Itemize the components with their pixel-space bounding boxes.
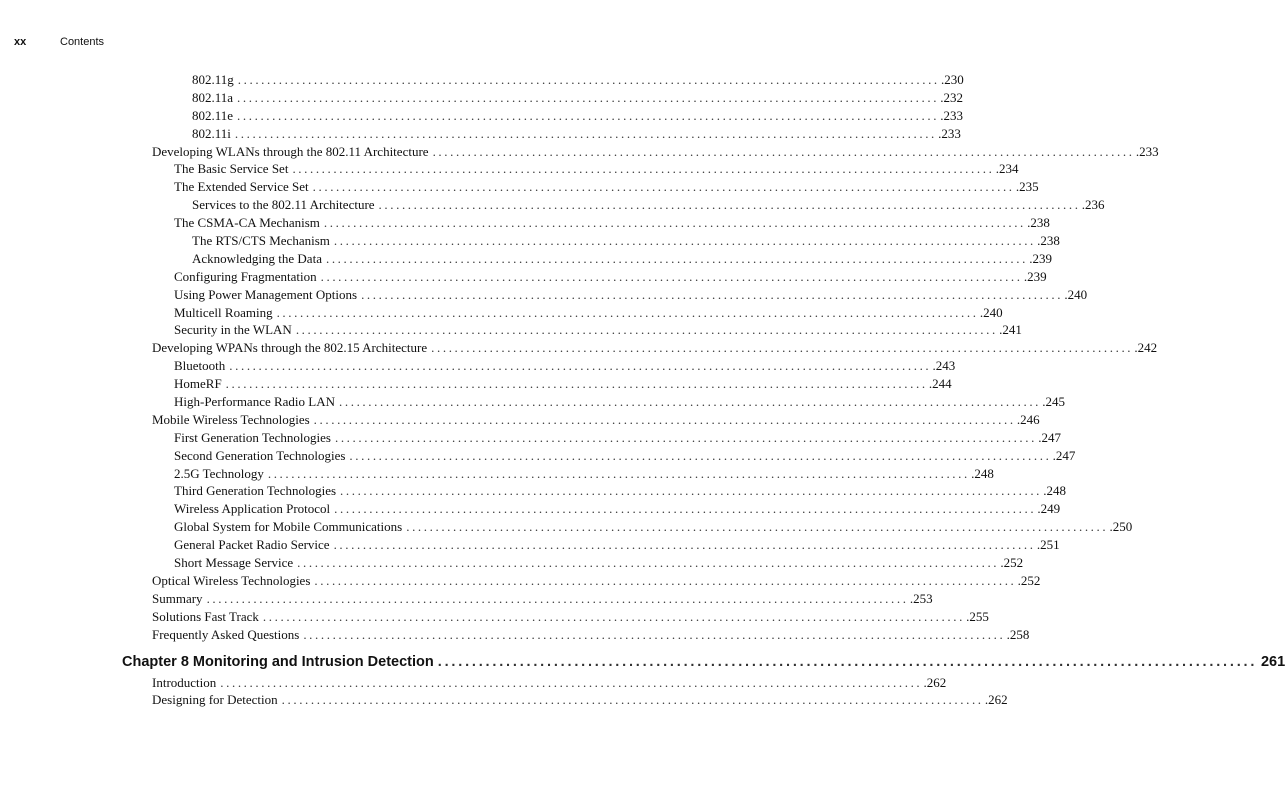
toc-entry-title: 802.11a [192,89,234,105]
toc-entry [0,674,947,693]
toc-entry [0,125,961,144]
toc-entry [0,590,933,609]
toc-entry-title: Optical Wireless Technologies [152,572,311,588]
toc-entry-title: Second Generation Technologies [174,447,346,463]
toc-entry [0,179,1039,197]
dot-leader: ........................................................................................................................ [333,537,1036,553]
toc-entry-title: Services to the 802.11 Architecture [192,197,375,213]
dot-leader: ........................................................................................................................ [325,250,1028,266]
toc-entry-title: 802.11g [192,72,234,87]
toc-entry-page: 261 [1260,653,1285,670]
toc-entry-page: .250 [1109,519,1133,535]
dot-leader: ........................................................................................................................ [281,692,984,708]
toc-entry-title: Developing WLANs through the 802.11 Architecture [152,143,429,159]
toc-entry [0,215,1050,233]
dot-leader: ........................................................................................................................ [267,465,970,481]
toc-entry [0,501,1061,519]
toc-entry-title: Third Generation Technologies [174,483,337,499]
dot-leader: ........................................................................................................................ [334,501,1037,517]
toc-entry-title: Configuring Fragmentation [174,268,317,284]
toc-entry [0,107,964,126]
running-header [14,36,104,48]
toc-entry-page: .249 [1037,501,1061,517]
dot-leader: ........................................................................................................................ [220,674,923,690]
toc-entry-title: Security in the WLAN [174,322,292,338]
toc-entry [0,555,1024,573]
toc-entry-page: .230 [941,72,964,87]
toc-entry [0,233,1060,251]
toc-entry-page: .251 [1036,537,1060,553]
toc-entry-page: .241 [999,322,1022,338]
dot-leader: ........................................................................................................................ [349,447,1052,463]
toc-entry [0,143,1159,162]
toc-entry [0,161,1019,179]
toc-entry-page: .258 [1006,626,1030,642]
toc-entry [0,304,1003,323]
toc-entry-page: .240 [979,304,1003,320]
toc-entry-title: Chapter 8 Monitoring and Intrusion Detection [122,653,434,670]
toc-entry-title: The Extended Service Set [174,179,309,195]
toc-entry [0,692,1008,710]
dot-leader: ........................................................................................................................ [237,72,940,87]
dot-leader: ........................................................................................................................ [262,608,965,624]
toc-chapter-heading [0,649,1285,675]
toc-entry-title: Introduction [152,674,217,690]
toc-entry [0,483,1067,501]
dot-leader: ........................................................................................................................ [323,215,1026,231]
dot-leader: ........................................................................................................................ [234,125,937,141]
toc-entry-title: 802.11i [192,125,231,141]
toc-entry [0,465,994,484]
dot-leader: ........................................................................................................................ [303,626,1006,642]
toc-entry-page: .245 [1042,394,1066,410]
dot-leader: ........................................................................................................................ [297,555,1000,571]
toc-entry-title: Solutions Fast Track [152,608,259,624]
dot-leader: ........................................................................................................................ [361,286,1064,302]
toc-entry [0,72,964,90]
toc-entry-page: .244 [928,376,952,392]
toc-entry-page: .233 [940,107,964,123]
toc-entry-page: .247 [1052,447,1076,463]
dot-leader: ........................................................................................................................ [320,268,1023,284]
toc-entry [0,197,1105,215]
dot-leader: ........................................................................................................................ [313,411,1016,427]
toc-entry [0,250,1052,269]
toc-entry-title: Bluetooth [174,358,226,374]
dot-leader: ........................................................................................................................ [432,143,1135,159]
toc-entry-title: Short Message Service [174,555,294,571]
dot-leader: ........................................................................................................................ [314,572,1017,588]
toc-entry-page: .238 [1037,233,1060,249]
dot-leader: ........................................................................................................................ [237,89,940,105]
toc-entry [0,411,1040,430]
toc-entry-title: Designing for Detection [152,692,278,708]
toc-entry-page: .235 [1015,179,1039,195]
dot-leader: ........................................................................................................................ [437,653,1258,670]
toc-entry [0,358,956,376]
dot-leader: ........................................................................................................................ [237,107,940,123]
toc-entry [0,268,1047,287]
toc-entry-title: The CSMA-CA Mechanism [174,215,320,231]
toc-entry [0,519,1133,537]
toc-entry-page: .243 [932,358,956,374]
toc-entry-title: Mobile Wireless Technologies [152,411,310,427]
toc-entry-title: Multicell Roaming [174,304,273,320]
toc-entry-page: .232 [940,89,964,105]
toc-entry-page: .248 [1043,483,1067,499]
dot-leader: ........................................................................................................................ [292,161,995,177]
toc-entry-page: .262 [923,674,947,690]
toc-entry-title: Wireless Application Protocol [174,501,331,517]
toc-entry-title: High-Performance Radio LAN [174,394,336,410]
dot-leader: ........................................................................................................................ [339,394,1042,410]
toc-entry-page: .252 [1000,555,1024,571]
dot-leader: ........................................................................................................................ [406,519,1109,535]
toc-entry [0,626,1030,645]
toc-entry-page: .233 [938,125,961,141]
toc-entry-title: Developing WPANs through the 802.15 Architecture [152,340,428,356]
toc-entry [0,322,1022,340]
toc-entry-page: .242 [1134,340,1158,356]
dot-leader: ........................................................................................................................ [334,429,1037,445]
toc-entry-page: .262 [984,692,1008,708]
toc-entry [0,394,1066,412]
header-page-number: xx [14,36,27,48]
dot-leader: ........................................................................................................................ [225,376,928,392]
toc-entry-title: Using Power Management Options [174,286,358,302]
toc-entry-page: .233 [1135,143,1159,159]
toc-entry-title: Global System for Mobile Communications [174,519,403,535]
dot-leader: ........................................................................................................................ [431,340,1134,356]
toc-entry-title: Frequently Asked Questions [152,626,300,642]
header-section-title: Contents [60,36,105,48]
dot-leader: ........................................................................................................................ [312,179,1015,195]
dot-leader: ........................................................................................................................ [229,358,932,374]
toc-entry-title: General Packet Radio Service [174,537,330,553]
toc-entry-title: 802.11e [192,107,234,123]
toc-entry-page: .246 [1016,411,1040,427]
toc-entry [0,608,989,627]
toc-entry [0,537,1060,555]
toc-entry-title: First Generation Technologies [174,429,331,445]
toc-entry-title: HomeRF [174,376,222,392]
toc-entry-page: .255 [966,608,989,624]
dot-leader: ........................................................................................................................ [295,322,998,338]
toc-entry-page: .239 [1023,268,1047,284]
toc-entry-title: The Basic Service Set [174,161,289,177]
dot-leader: ........................................................................................................................ [378,197,1081,213]
toc-entry-title: Acknowledging the Data [192,250,322,266]
toc-entry [0,447,1076,466]
toc-entry-page: .236 [1081,197,1105,213]
toc-entry [0,376,952,394]
toc-entry-page: .240 [1064,286,1088,302]
toc-entry-page: .248 [971,465,994,481]
toc-entry [0,89,964,108]
toc-entry-title: 2.5G Technology [174,465,264,481]
toc-entry [0,286,1088,305]
toc-entry [0,429,1061,448]
toc-entry-page: .239 [1029,250,1052,266]
toc-entry-title: Summary [152,590,203,606]
toc-entry-title: The RTS/CTS Mechanism [192,233,330,249]
toc-entry-page: .252 [1017,572,1041,588]
dot-leader: ........................................................................................................................ [333,233,1036,249]
toc-entry-page: .247 [1038,429,1061,445]
dot-leader: ........................................................................................................................ [206,590,909,606]
toc-entry-page: .238 [1027,215,1050,231]
table-of-contents [0,72,1285,710]
toc-entry-page: .234 [995,161,1019,177]
dot-leader: ........................................................................................................................ [340,483,1043,499]
toc-entry [0,572,1041,591]
dot-leader: ........................................................................................................................ [276,304,979,320]
toc-entry-page: .253 [909,590,933,606]
toc-entry [0,340,1158,358]
